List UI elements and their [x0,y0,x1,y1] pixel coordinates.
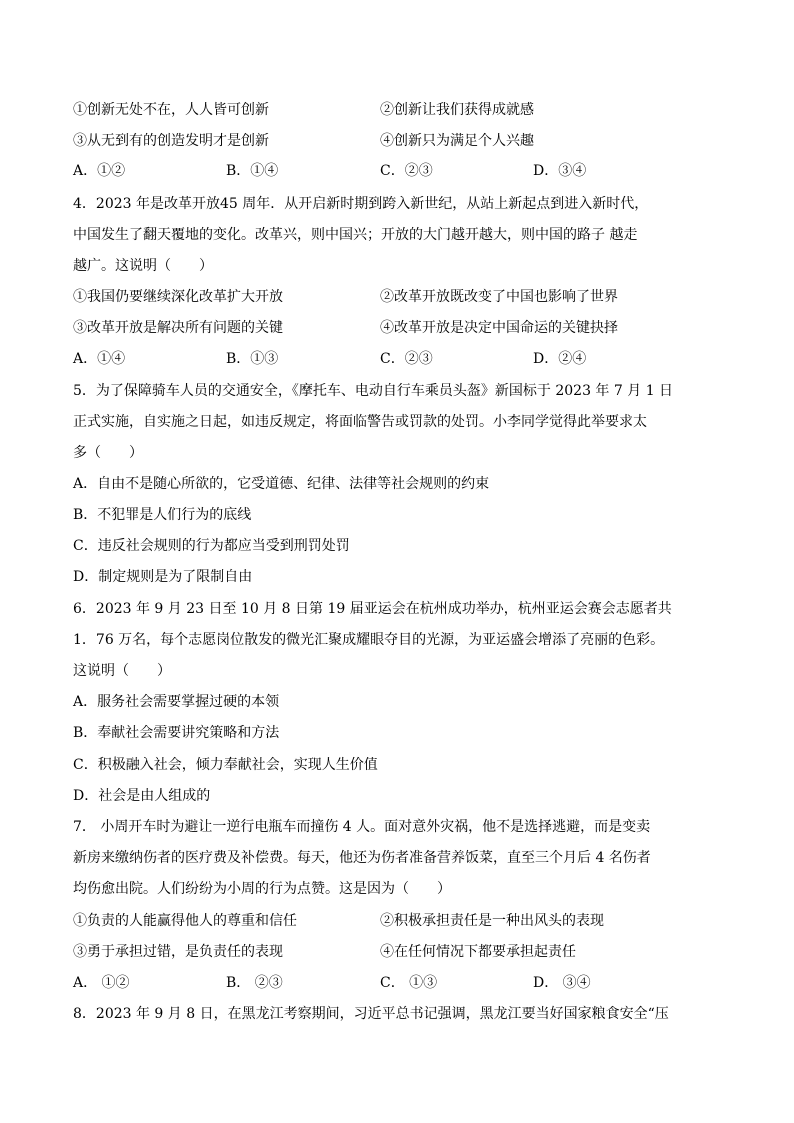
q6-stem-line-2: 1．76 万名，每个志愿岗位散发的微光汇聚成耀眼夺目的光源，为亚运盛会增添了亮丽的色彩。 [73,632,665,648]
q6-option-d: D．社会是由人组成的 [73,788,211,804]
q3-statement-2: ②创新让我们获得成就感 [380,102,534,118]
q3-statements-row2 [73,130,725,152]
q4-statement-4: ④改革开放是决定中国命运的关键抉择 [380,320,618,336]
q5-option-a: A．自由不是随心所欲的，它受道德、纪律、法律等社会规则的约束 [73,476,490,492]
q6-stem-line-1: 6．2023 年 9 月 23 日至 10 月 8 日第 19 届亚运会在杭州成功举办，杭州亚运会赛会志愿者共 [73,601,672,617]
q7-options [73,972,725,994]
q3-options [73,160,725,182]
q7-option-d: D． ③④ [533,975,591,991]
q5-option-d: D．制定规则是为了限制自由 [73,569,253,585]
q7-statements-row1 [73,910,725,932]
q4-option-a: A．①④ [73,351,126,367]
q7-statement-4: ④在任何情况下都要承担起责任 [380,944,576,960]
q4-option-c: C．②③ [380,351,433,367]
q5-stem-line-3: 多（ ） [73,445,143,461]
q8-stem-line-1: 8．2023 年 9 月 8 日，在黑龙江考察期间，习近平总书记强调，黑龙江要当好国家粮食安全“压 [73,1006,669,1022]
q5-option-b: B．不犯罪是人们行为的底线 [73,507,252,523]
q4-option-d: D．②④ [533,351,587,367]
q3-statements-row1 [73,99,725,121]
q5-stem-line-1: 5．为了保障骑车人员的交通安全，《摩托车、电动自行车乘员头盔》新国标于 2023 年 7 月 1 日 [73,383,674,399]
q4-statement-3: ③改革开放是解决所有问题的关键 [73,320,283,336]
q5-stem-line-2: 正式实施，自实施之日起，如违反规定，将面临警告或罚款的处罚。小李同学觉得此举要求太 [73,414,647,430]
q7-stem-line-3: 均伤愈出院。人们纷纷为小周的行为点赞。这是因为（ ） [73,881,451,897]
q7-option-a: A． ①② [73,975,130,991]
q7-statements-row2 [73,941,725,963]
q3-statement-4: ④创新只为满足个人兴趣 [380,133,534,149]
q4-stem-line-2: 中国发生了翻天覆地的变化。改革兴，则中国兴；开放的大门越开越大，则中国的路子 越走 [73,227,638,243]
q6-option-a: A．服务社会需要掌握过硬的本领 [73,694,280,710]
q5-option-c: C．违反社会规则的行为都应当受到刑罚处罚 [73,538,350,554]
q6-option-b: B．奉献社会需要讲究策略和方法 [73,725,280,741]
q6-stem-line-3: 这说明（ ） [73,663,171,679]
q3-statement-1: ①创新无处不在，人人皆可创新 [73,102,269,118]
q3-option-a: A．①② [73,163,126,179]
q7-statement-3: ③勇于承担过错，是负责任的表现 [73,944,283,960]
q7-statement-1: ①负责的人能赢得他人的尊重和信任 [73,913,297,929]
q7-option-c: C． ①③ [380,975,438,991]
q4-statements-row1 [73,286,725,308]
q3-statement-3: ③从无到有的创造发明才是创新 [73,133,269,149]
q4-statements-row2 [73,317,725,339]
q6-option-c: C．积极融入社会，倾力奉献社会，实现人生价值 [73,757,378,773]
q4-option-b: B．①③ [226,351,279,367]
q4-statement-1: ①我国仍要继续深化改革扩大开放 [73,289,283,305]
q4-statement-2: ②改革开放既改变了中国也影响了世界 [380,289,618,305]
q4-stem-line-3: 越广。这说明（ ） [73,258,213,274]
q3-option-b: B．①④ [226,163,279,179]
q4-stem-line-1: 4．2023 年是改革开放45 周年．从开启新时期到跨入新世纪，从站上新起点到进入新时代， [73,196,649,212]
q7-option-b: B． ②③ [226,975,283,991]
q7-stem-line-2: 新房来缴纳伤者的医疗费及补偿费。每天，他还为伤者准备营养饭菜，直至三个月后 4 名伤者 [73,850,651,866]
q3-option-c: C．②③ [380,163,433,179]
q3-option-d: D．③④ [533,163,587,179]
q7-stem-line-1: 7． 小周开车时为避让一逆行电瓶车而撞伤 4 人。面对意外灾祸，他不是选择逃避，而是变卖 [73,819,651,835]
q7-statement-2: ②积极承担责任是一种出风头的表现 [380,913,604,929]
q4-options [73,348,725,370]
